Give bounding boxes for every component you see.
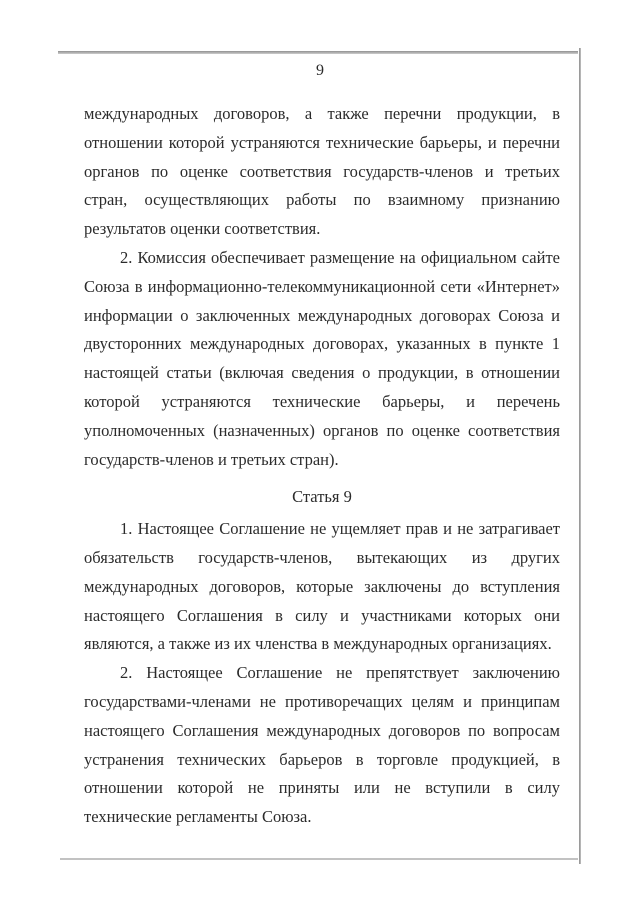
page-number: 9 xyxy=(316,62,324,79)
article-9-paragraph-1: 1. Настоящее Соглашение не ущемляет прав и не затрагивает обязательств государств-членов, вытекающих из других международных договоров, которые заключены до вступления настоящего Соглашения в силу и участниками которых они являются, а также из их членства в международных организациях. xyxy=(84,519,560,654)
article-9-heading: Статья 9 xyxy=(292,487,352,507)
scan-edge-right xyxy=(579,48,581,864)
continuation-paragraph: международных договоров, а также перечни продукции, в отношении которой устраняются технические барьеры, и перечни органов по оценке соответствия государств-членов и третьих стран, осуществляющих работы по взаимному признанию результатов оценки соответствия. xyxy=(84,104,560,239)
scan-edge-top xyxy=(58,51,578,54)
scan-edge-bottom xyxy=(60,858,578,860)
document-body xyxy=(84,100,560,832)
article-9-paragraph-2: 2. Настоящее Соглашение не препятствует заключению государствами-членами не противоречащих целям и принципам настоящего Соглашения международных договоров по вопросам устранения технических барьеров в торговле продукцией, в отношении которой не приняты или не вступили в силу технические регламенты Союза. xyxy=(84,663,560,827)
paragraph-item-2: 2. Комиссия обеспечивает размещение на официальном сайте Союза в информационно-телекоммуникационной сети «Интернет» информации о заключенных международных договорах Союза и двусторонних международных договорах, указанных в пункте 1 настоящей статьи (включая сведения о продукции, в отношении которой устраняются технические барьеры, и перечень уполномоченных (назначенных) органов по оценке соответствия государств-членов и третьих стран). xyxy=(84,247,560,469)
